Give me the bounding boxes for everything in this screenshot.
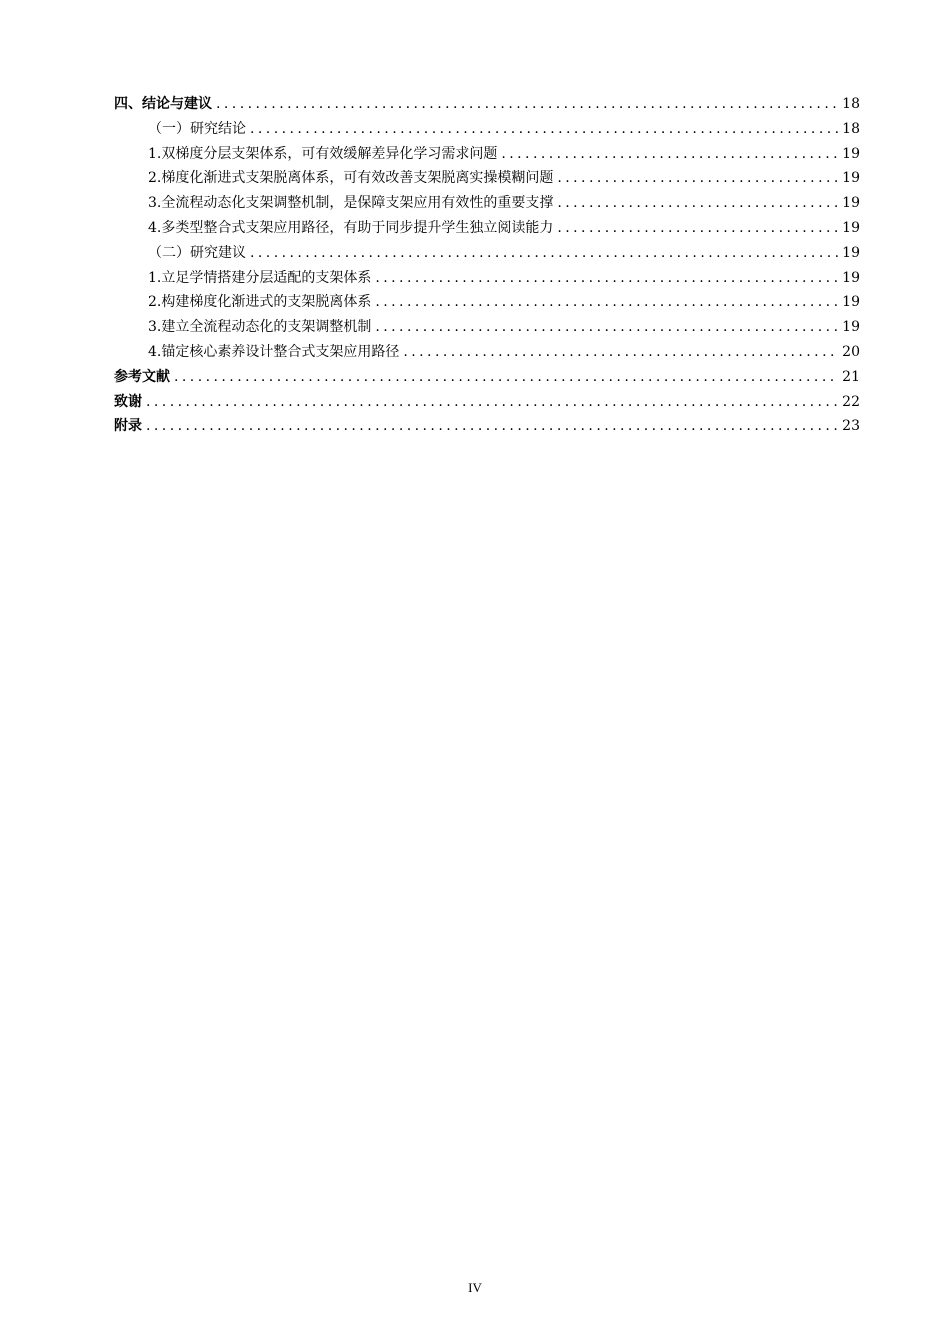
toc-entry-title: 附录 [114,418,142,435]
toc-entry-title: 致谢 [114,393,142,410]
toc-entry-title: 参考文献 [114,368,170,385]
toc-leader-dots [375,266,838,291]
toc-entry[interactable] [114,142,860,167]
toc-leader-dots [146,390,838,415]
toc-entry[interactable] [114,216,860,241]
toc-entry-page: 19 [842,294,860,311]
page-number: IV [468,1280,482,1295]
toc-entry-title: 3.全流程动态化支架调整机制，是保障支架应用有效性的重要支撑 [148,195,554,212]
toc-entry-page: 19 [842,145,860,162]
toc-entry[interactable] [114,390,860,415]
toc-leader-dots [250,117,838,142]
toc-leader-dots [557,166,838,191]
toc-entry[interactable] [114,166,860,191]
toc-entry[interactable] [114,290,860,315]
toc-leader-dots [375,290,838,315]
toc-entry-title: 1.双梯度分层支架体系，可有效缓解差异化学习需求问题 [148,145,498,162]
toc-leader-dots [403,340,838,365]
toc-entry-page: 22 [842,393,860,410]
toc-entry-page: 19 [842,244,860,261]
toc-leader-dots [216,92,838,117]
toc-entry[interactable] [114,340,860,365]
toc-entry-title: 四、结论与建议 [114,96,212,112]
table-of-contents [114,92,860,439]
toc-entry-title: 1.立足学情搭建分层适配的支架体系 [148,269,372,286]
toc-entry-title: 2.梯度化渐进式支架脱离体系，可有效改善支架脱离实操模糊问题 [148,170,554,187]
toc-entry[interactable] [114,266,860,291]
toc-entry-page: 20 [842,343,860,360]
toc-leader-dots [557,216,838,241]
toc-entry[interactable] [114,92,860,117]
toc-entry-title: 4.多类型整合式支架应用路径，有助于同步提升学生独立阅读能力 [148,219,554,236]
toc-entry-page: 19 [842,195,860,212]
toc-leader-dots [501,142,838,167]
toc-entry[interactable] [114,414,860,439]
toc-entry-page: 19 [842,319,860,336]
toc-entry[interactable] [114,117,860,142]
toc-leader-dots [375,315,838,340]
toc-entry-title: 4.锚定核心素养设计整合式支架应用路径 [148,343,400,360]
toc-entry-page: 18 [842,120,860,137]
toc-leader-dots [174,365,838,390]
toc-entry-title: 3.建立全流程动态化的支架调整机制 [148,319,372,336]
toc-entry[interactable] [114,191,860,216]
toc-entry-title: 2.构建梯度化渐进式的支架脱离体系 [148,294,372,311]
toc-entry-page: 19 [842,219,860,236]
toc-entry-page: 19 [842,269,860,286]
toc-entry-page: 21 [842,368,860,385]
toc-entry[interactable] [114,365,860,390]
toc-entry-title: （二）研究建议 [148,244,246,261]
toc-leader-dots [557,191,838,216]
toc-leader-dots [146,414,838,439]
toc-leader-dots [250,241,838,266]
toc-entry[interactable] [114,315,860,340]
toc-entry[interactable] [114,241,860,266]
toc-entry-page: 18 [842,96,860,112]
toc-entry-page: 19 [842,170,860,187]
toc-entry-title: （一）研究结论 [148,120,246,137]
toc-entry-page: 23 [842,418,860,435]
